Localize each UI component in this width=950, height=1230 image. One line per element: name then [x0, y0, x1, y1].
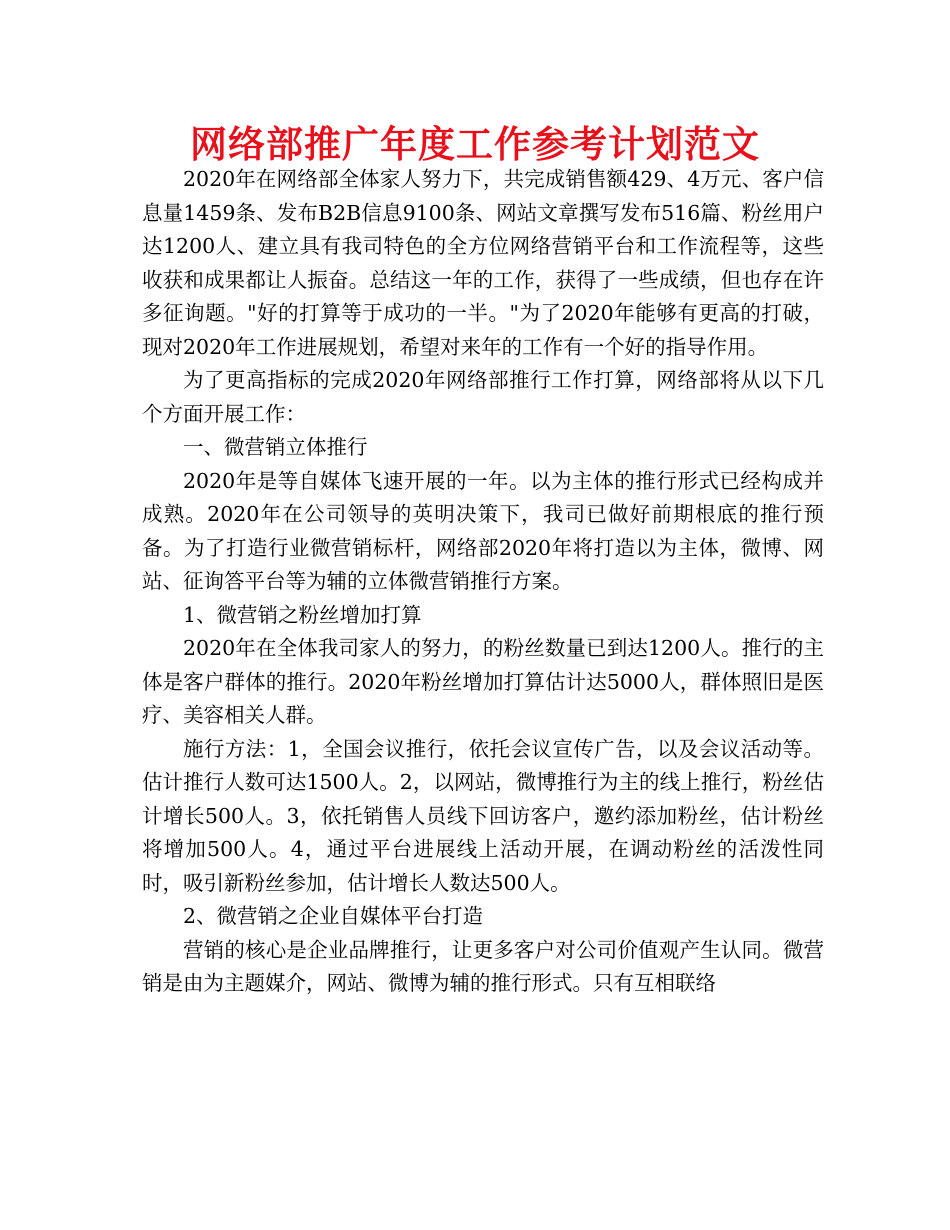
- paragraph-intro: 2020年在网络部全体家人努力下，共完成销售额429、4万元、客户信息量1459条、发布B2B信息9100条、网站文章撰写发布516篇、粉丝用户达1200人、建立具有我司特色的全方位网络营销平台和工作流程等，这些收获和成果都让人振奋。总结这一年的工作，获得了一些成绩，但也存在许多征询题。"好的打算等于成功的一半。"为了2020年能够有更高的打破，现对2020年工作进展规划，希望对来年的工作有一个好的指导作用。: [142, 167, 824, 359]
- paragraph-media-platform: 营销的核心是企业品牌推行，让更多客户对公司价值观产生认同。微营销是由为主题媒介，网站、微博为辅的推行形式。只有互相联络: [142, 937, 824, 995]
- document-title: 网络部推广年度工作参考计划范文: [190, 123, 760, 166]
- subsection-heading-2: 2、微营销之企业自媒体平台打造: [183, 904, 484, 928]
- section-heading-1: 一、微营销立体推行: [183, 435, 368, 459]
- subsection-heading-1: 1、微营销之粉丝增加打算: [183, 602, 422, 627]
- document-body: [142, 163, 824, 1001]
- paragraph-fans-plan: 2020年在全体我司家人的努力，的粉丝数量已到达1200人。推行的主体是客户群体的推行。2020年粉丝增加打算估计达5000人，群体照旧是医疗、美容相关人群。: [142, 636, 824, 727]
- paragraph-section-1: 2020年是等自媒体飞速开展的一年。以为主体的推行形式已经构成并成熟。2020年在公司领导的英明决策下，我司已做好前期根底的推行预备。为了打造行业微营销标杆，网络部2020年将打造以为主体，微博、网站、征询答平台等为辅的立体微营销推行方案。: [142, 468, 824, 593]
- paragraph-plan-overview: 为了更高指标的完成2020年网络部推行工作打算，网络部将从以下几个方面开展工作：: [142, 368, 824, 426]
- paragraph-methods: 施行方法：1，全国会议推行，依托会议宣传广告，以及会议活动等。估计推行人数可达1500人。2，以网站，微博推行为主的线上推行，粉丝估计增长500人。3，依托销售人员线下回访客户，邀约添加粉丝，估计粉丝将增加500人。4，通过平台进展线上活动开展，在调动粉丝的活泼性同时，吸引新粉丝参加，估计增长人数达500人。: [142, 736, 824, 895]
